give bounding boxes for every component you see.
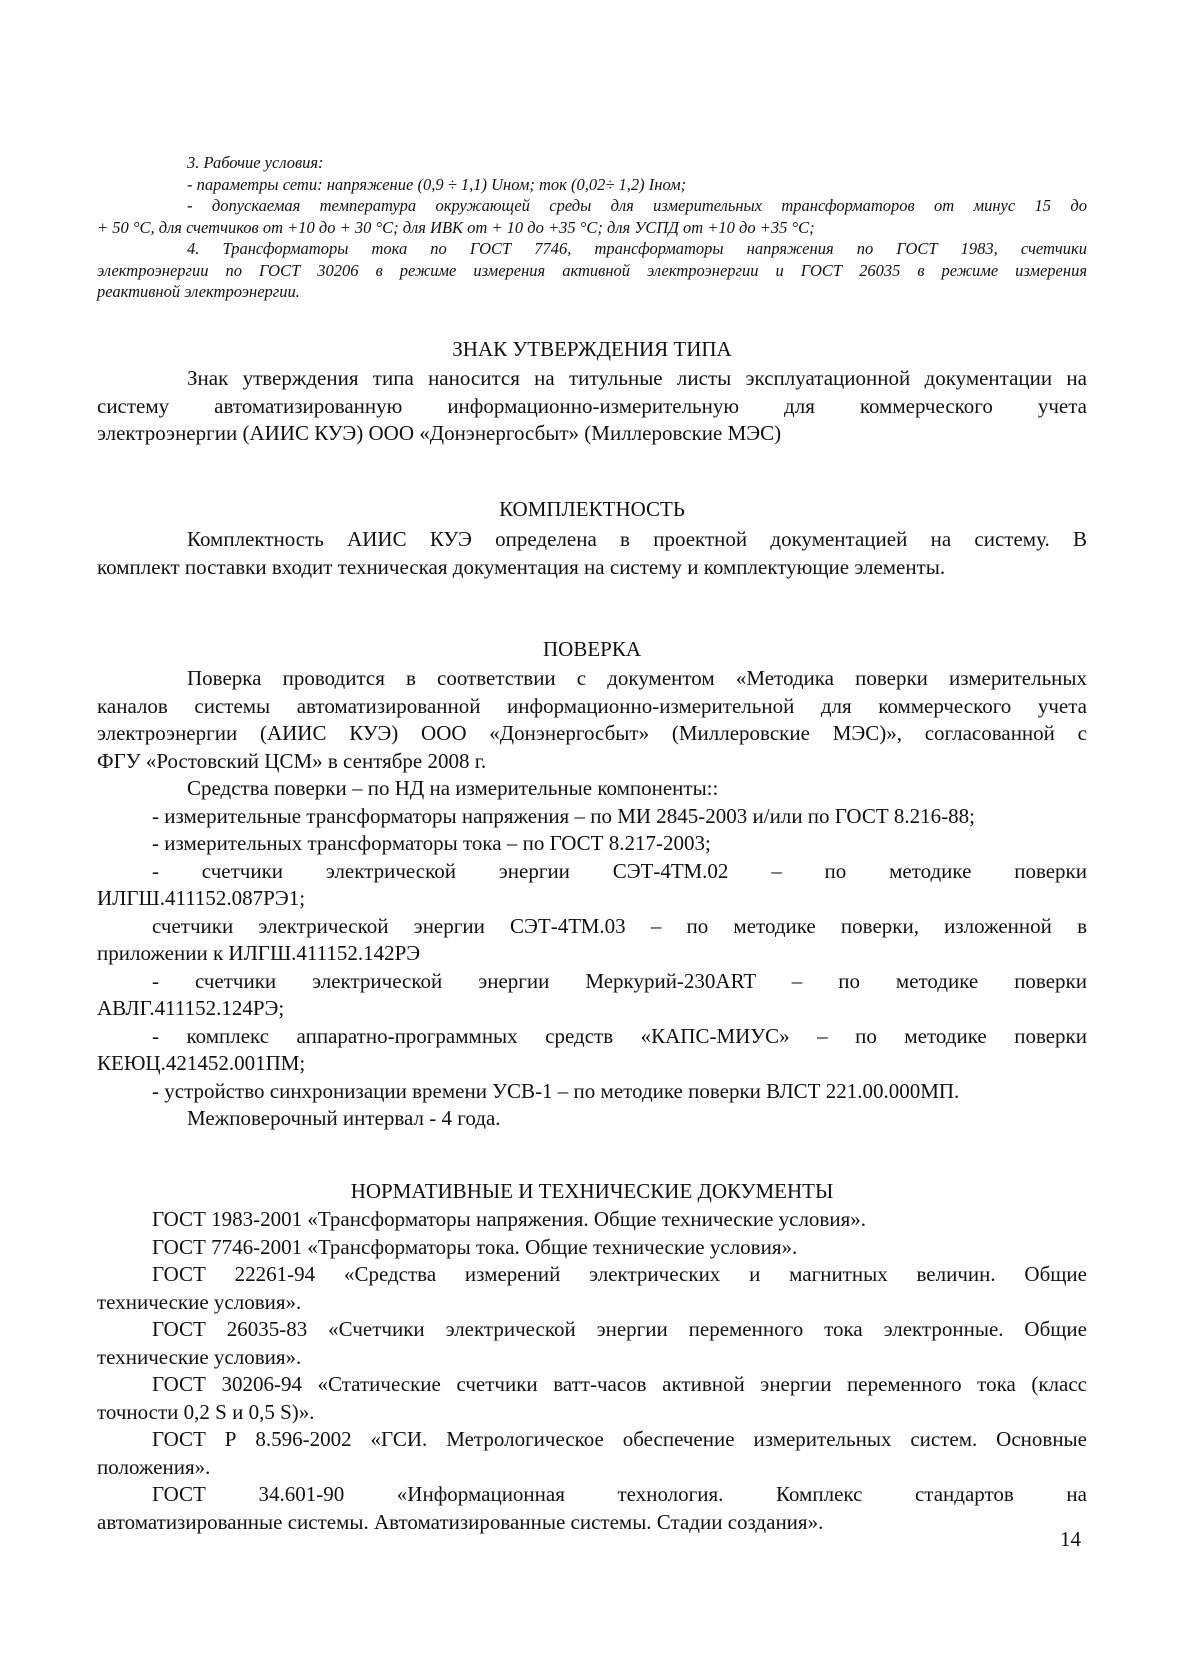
normative-docs-section [97, 1206, 1087, 1536]
verification-item-current-transformers: - измерительных трансформаторы тока – по ГОСТ 8.217-2003; [152, 831, 711, 855]
normative-doc-5-line2: точности 0,2 S и 0,5 S)». [97, 1399, 315, 1424]
verification-item-voltage-transformers: - измерительные трансформаторы напряжения – по МИ 2845-2003 и/или по ГОСТ 8.216-88; [152, 803, 975, 828]
normative-doc-6-line2: положения». [97, 1454, 211, 1479]
normative-doc-4-line2: технические условия». [97, 1344, 302, 1369]
normative-docs-heading: НОРМАТИВНЫЕ И ТЕХНИЧЕСКИЕ ДОКУМЕНТЫ [350, 1179, 834, 1203]
type-approval-line2: систему автоматизированную информационно-измерительную для коммерческого учета [97, 393, 1087, 418]
page-number: 14 [1060, 1527, 1081, 1551]
item4-text-line1: 4. Трансформаторы тока по ГОСТ 7746, трансформаторы напряжения по ГОСТ 1983, счетчики [187, 239, 1087, 258]
verification-line3: электроэнергии (АИИС КУЭ) ООО «Донэнергосбыт» (Миллеровские МЭС)», согласованной с [97, 721, 1087, 745]
type-approval-heading: ЗНАК УТВЕРЖДЕНИЯ ТИПА [452, 337, 732, 361]
verification-mercury-line1: - счетчики электрической энергии Меркурий-230ART – по методике поверки [152, 968, 1087, 993]
normative-doc-3-line2: технические условия». [97, 1289, 302, 1314]
verification-set03-line2: приложении к ИЛГШ.411152.142РЭ [97, 941, 421, 965]
type-approval-section [97, 365, 1087, 448]
normative-doc-2: ГОСТ 7746-2001 «Трансформаторы тока. Общие технические условия». [152, 1234, 798, 1259]
verification-kaps-line2: КЕЮЦ.421452.001ПМ; [97, 1051, 306, 1075]
completeness-line2: комплект поставки входит техническая документация на систему и комплектующие элементы. [97, 554, 946, 579]
verification-set02-line2: ИЛГШ.411152.087РЭ1; [97, 886, 306, 910]
operating-conditions-section [97, 152, 1087, 303]
normative-doc-7-line2: автоматизированные системы. Автоматизированные системы. Стадии создания». [97, 1509, 824, 1534]
completeness-section [97, 526, 1087, 581]
operating-conditions-title: 3. Рабочие условия: [187, 153, 324, 172]
type-approval-line1: Знак утверждения типа наносится на титульные листы эксплуатационной документации на [187, 366, 1087, 390]
normative-doc-1: ГОСТ 1983-2001 «Трансформаторы напряжения. Общие технические условия». [152, 1207, 866, 1231]
normative-doc-4-line1: ГОСТ 26035-83 «Счетчики электрической энергии переменного тока электронные. Общие [152, 1317, 1087, 1341]
verification-line1: Поверка проводится в соответствии с документом «Методика поверки измерительных [187, 666, 1087, 690]
verification-set03-line1: счетчики электрической энергии СЭТ-4ТМ.03 – по методике поверки, изложенной в [152, 913, 1087, 938]
verification-mercury-line2: АВЛГ.411152.124РЭ; [97, 996, 285, 1020]
verification-line2: каналов системы автоматизированной информационно-измерительной для коммерческого учета [97, 693, 1087, 718]
verification-line4: ФГУ «Ростовский ЦСМ» в сентябре 2008 г. [97, 748, 487, 773]
completeness-line1: Комплектность АИИС КУЭ определена в проектной документацией на систему. В [187, 527, 1087, 551]
verification-set02-line1: - счетчики электрической энергии СЭТ-4ТМ.02 – по методике поверки [152, 858, 1087, 883]
verification-kaps-line1: - комплекс аппаратно-программных средств «КАПС-МИУС» – по методике поверки [152, 1023, 1087, 1048]
verification-section [97, 665, 1087, 1133]
normative-doc-5-line1: ГОСТ 30206-94 «Статические счетчики ватт-часов активной энергии переменного тока (класс [152, 1372, 1087, 1396]
temperature-text-line2: + 50 °С, для счетчиков от +10 до + 30 °С; для ИВК от + 10 до +35 °С; для УСПД от +10 до +35 °С; [97, 217, 815, 237]
type-approval-line3: электроэнергии (АИИС КУЭ) ООО «Донэнергосбыт» (Миллеровские МЭС) [97, 421, 782, 445]
verification-means-title: Средства поверки – по НД на измерительные компоненты:: [187, 776, 719, 800]
verification-interval: Межповерочный интервал - 4 года. [187, 1106, 501, 1130]
network-params-text: - параметры сети: напряжение (0,9 ÷ 1,1) Uном; ток (0,02÷ 1,2) Iном; [187, 174, 687, 194]
temperature-text-line1: - допускаемая температура окружающей среды для измерительных трансформаторов от минус 15 до [187, 196, 1087, 215]
item4-text-line3: реактивной электроэнергии. [97, 282, 300, 301]
completeness-heading: КОМПЛЕКТНОСТЬ [499, 497, 685, 521]
normative-doc-6-line1: ГОСТ Р 8.596-2002 «ГСИ. Метрологическое обеспечение измерительных систем. Основные [152, 1427, 1087, 1451]
verification-heading: ПОВЕРКА [542, 637, 642, 661]
verification-usv: - устройство синхронизации времени УСВ-1 – по методике поверки ВЛСТ 221.00.000МП. [152, 1078, 960, 1103]
normative-doc-7-line1: ГОСТ 34.601-90 «Информационная технология. Комплекс стандартов на [152, 1482, 1087, 1506]
normative-doc-3-line1: ГОСТ 22261-94 «Средства измерений электрических и магнитных величин. Общие [152, 1262, 1087, 1286]
item4-text-line2: электроэнергии по ГОСТ 30206 в режиме измерения активной электроэнергии и ГОСТ 26035 в режиме измерения [97, 260, 1087, 280]
